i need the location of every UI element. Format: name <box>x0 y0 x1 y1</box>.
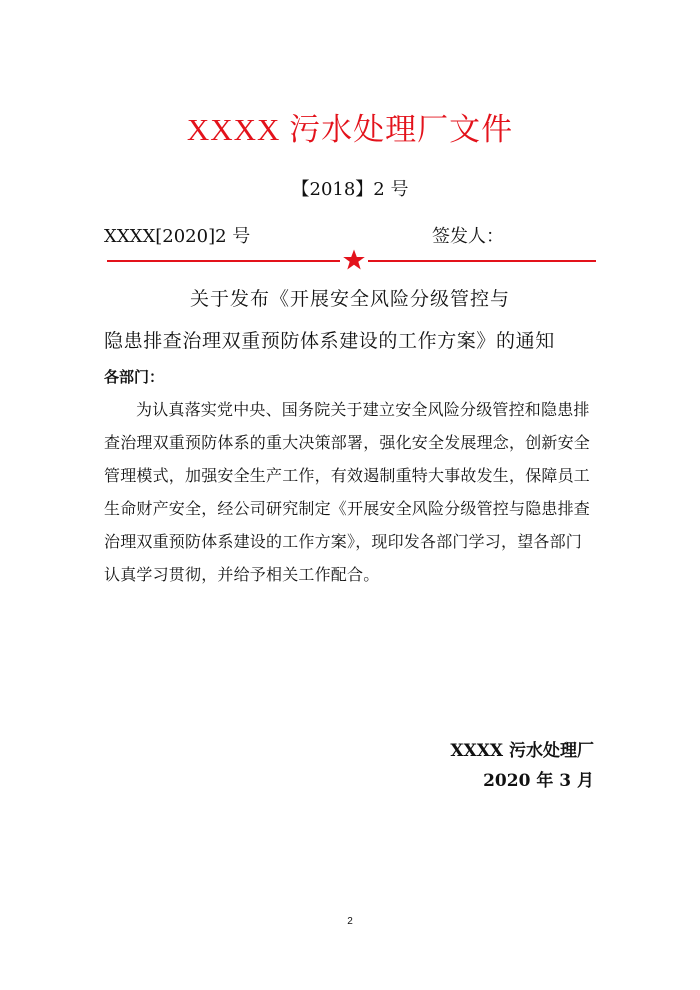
red-divider-right <box>368 260 596 262</box>
notice-title-line-2: 隐患排查治理双重预防体系建设的工作方案》的通知 <box>104 330 555 352</box>
notice-title-line-1: 关于发布《开展安全风险分级管控与 <box>189 288 510 310</box>
body-paragraph-line: 认真学习贯彻，并给予相关工作配合。 <box>104 565 380 584</box>
document-header-title: XXXX 污水处理厂文件 <box>186 112 514 147</box>
body-paragraph-line: 生命财产安全，经公司研究制定《开展安全风险分级管控与隐患排查 <box>104 499 591 518</box>
signature-organization: XXXX 污水处理厂 <box>450 741 594 761</box>
document-serial-number: 【2018】2 号 <box>291 179 409 200</box>
signature-date: 2020 年 3 月 <box>483 771 594 791</box>
salutation: 各部门： <box>104 368 165 386</box>
body-paragraph-line: 为认真落实党中央、国务院关于建立安全风险分级管控和隐患排 <box>136 400 590 419</box>
body-paragraph-line: 管理模式，加强安全生产工作，有效遏制重特大事故发生，保障员工 <box>104 466 591 485</box>
page-number: 2 <box>347 916 353 927</box>
signer-label: 签发人： <box>432 226 504 247</box>
body-paragraph-line: 治理双重预防体系建设的工作方案》，现印发各部门学习，望各部门 <box>104 532 583 551</box>
star-icon <box>342 248 366 272</box>
document-number: XXXX[2020]2 号 <box>104 226 251 247</box>
red-divider-left <box>107 260 340 262</box>
body-paragraph-line: 查治理双重预防体系的重大决策部署，强化安全发展理念，创新安全 <box>104 433 591 452</box>
